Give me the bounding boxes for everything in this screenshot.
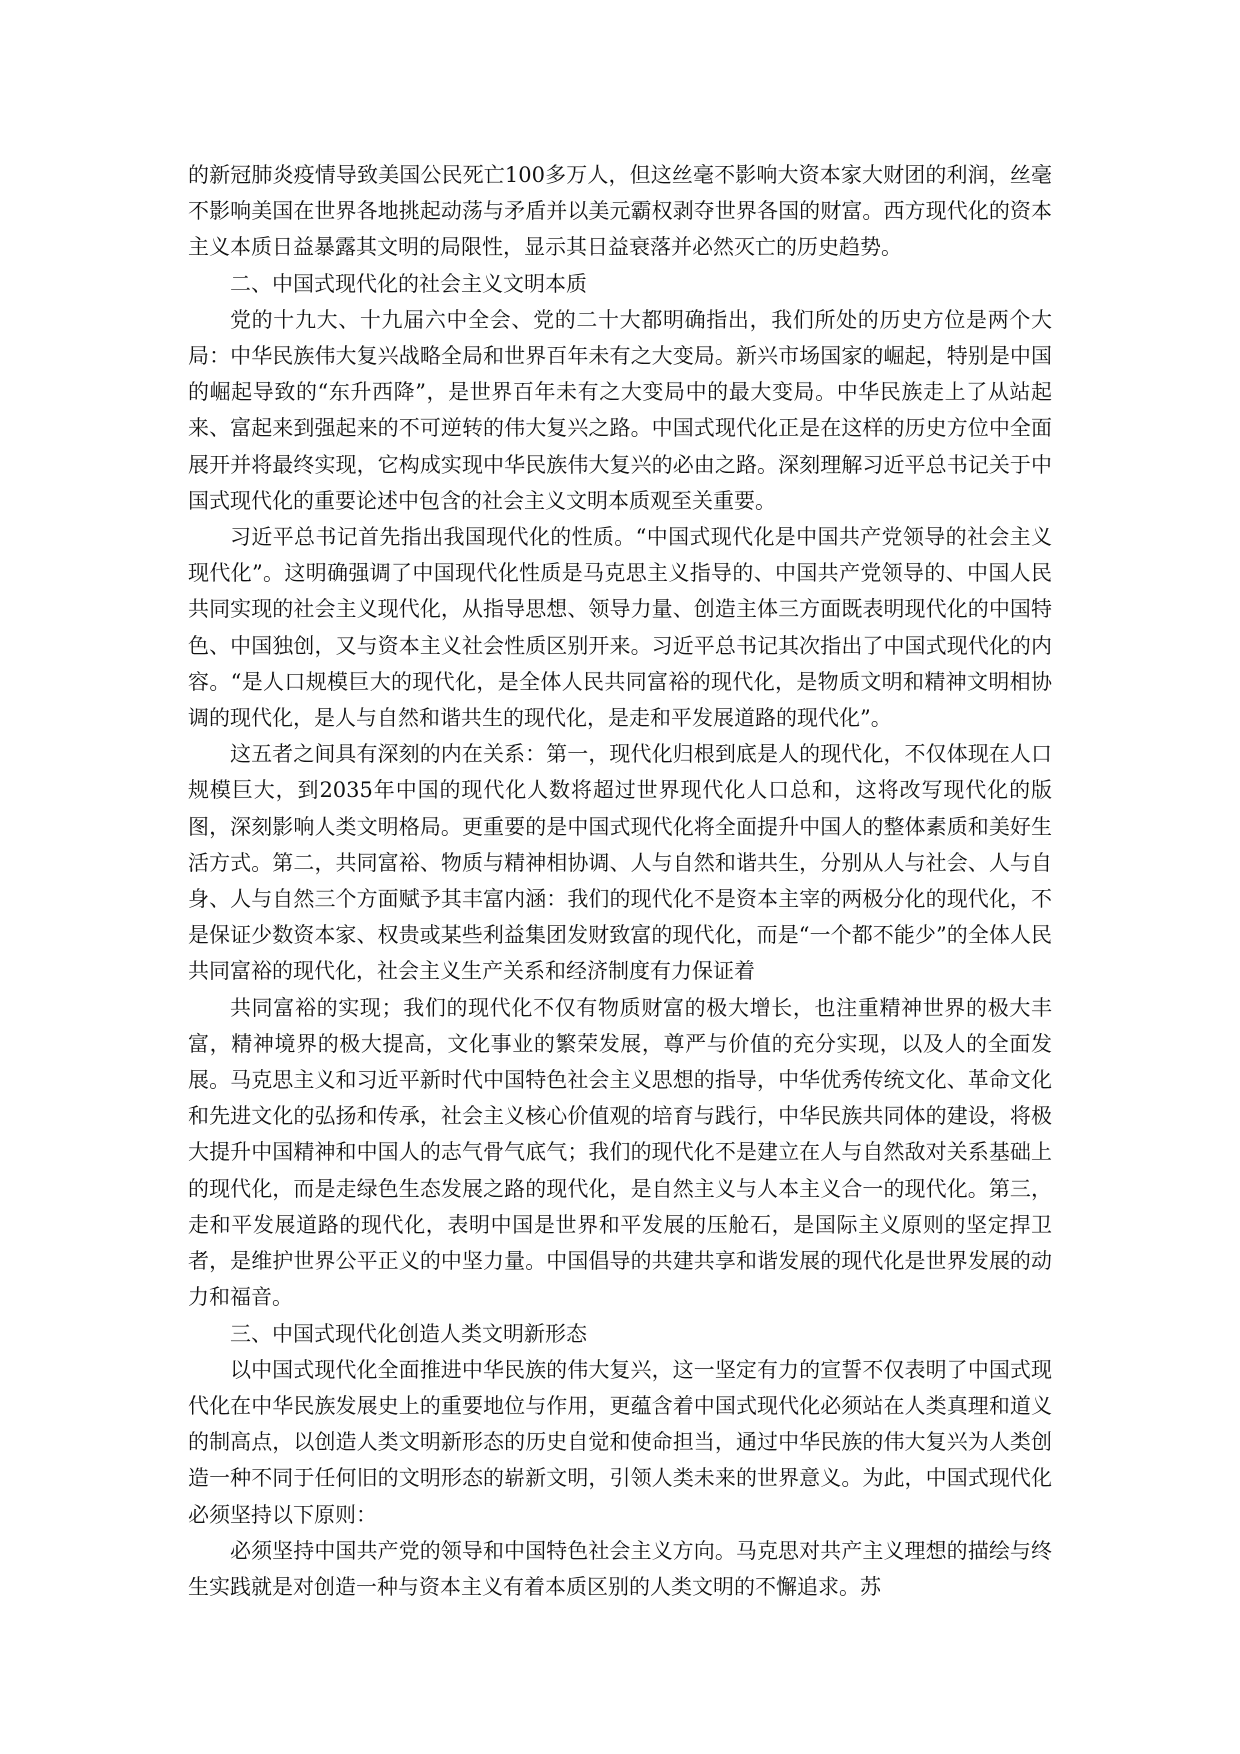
paragraph-nature-of-modernization: 习近平总书记首先指出我国现代化的性质。“中国式现代化是中国共产党领导的社会主义现代化”。这明确强调了中国现代化性质是马克思主义指导的、中国共产党领导的、中国人民共同实现的社会主义现代化，从指导思想、领导力量、创造主体三方面既表明现代化的中国特色、中国独创，又与资本主义社会性质区别开来。习近平总书记其次指出了中国式现代化的内容。“是人口规模巨大的现代化，是全体人民共同富裕的现代化，是物质文明和精神文明相协调的现代化，是人与自然和谐共生的现代化，是走和平发展道路的现代化”。 [188, 525, 1052, 731]
paragraph-historical-position: 党的十九大、十九届六中全会、党的二十大都明确指出，我们所处的历史方位是两个大局：中华民族伟大复兴战略全局和世界百年未有之大变局。新兴市场国家的崛起，特别是中国的崛起导致的“东升西降”，是世界百年未有之大变局中的最大变局。中华民族走上了从站起来、富起来到强起来的不可逆转的伟大复兴之路。中国式现代化正是在这样的历史方位中全面展开并将最终实现，它构成实现中华民族伟大复兴的必由之路。深刻理解习近平总书记关于中国式现代化的重要论述中包含的社会主义文明本质观至关重要。 [188, 307, 1052, 513]
paragraph-covid-western-modernization: 的新冠肺炎疫情导致美国公民死亡100多万人，但这丝毫不影响大资本家大财团的利润，丝毫不影响美国在世界各地挑起动荡与矛盾并以美元霸权剥夺世界各国的财富。西方现代化的资本主义本质日益暴露其文明的局限性，显示其日益衰落并必然灭亡的历史趋势。 [188, 163, 1052, 260]
section-heading-3: 三、中国式现代化创造人类文明新形态 [230, 1321, 587, 1346]
document-page [188, 157, 1052, 1605]
paragraph-new-civilization: 以中国式现代化全面推进中华民族的伟大复兴，这一坚定有力的宣誓不仅表明了中国式现代化在中华民族发展史上的重要地位与作用，更蕴含着中国式现代化必须站在人类真理和道义的制高点，以创造人类文明新形态的历史自觉和使命担当，通过中华民族的伟大复兴为人类创造一种不同于任何旧的文明形态的崭新文明，引领人类未来的世界意义。为此，中国式现代化必须坚持以下原则： [188, 1357, 1052, 1527]
paragraph-five-relations: 这五者之间具有深刻的内在关系：第一，现代化归根到底是人的现代化，不仅体现在人口规模巨大，到2035年中国的现代化人数将超过世界现代化人口总和，这将改写现代化的版图，深刻影响人类文明格局。更重要的是中国式现代化将全面提升中国人的整体素质和美好生活方式。第二，共同富裕、物质与精神相协调、人与自然和谐共生，分别从人与社会、人与自身、人与自然三个方面赋予其丰富内涵：我们的现代化不是资本主宰的两极分化的现代化，不是保证少数资本家、权贵或某些利益集团发财致富的现代化，而是“一个都不能少”的全体人民共同富裕的现代化，社会主义生产关系和经济制度有力保证着 [188, 742, 1052, 984]
paragraph-common-prosperity: 共同富裕的实现；我们的现代化不仅有物质财富的极大增长，也注重精神世界的极大丰富，精神境界的极大提高，文化事业的繁荣发展，尊严与价值的充分实现，以及人的全面发展。马克思主义和习近平新时代中国特色社会主义思想的指导，中华优秀传统文化、革命文化和先进文化的弘扬和传承，社会主义核心价值观的培育与践行，中华民族共同体的建设，将极大提升中国精神和中国人的志气骨气底气；我们的现代化不是建立在人与自然敌对关系基础上的现代化，而是走绿色生态发展之路的现代化，是自然主义与人本主义合一的现代化。第三，走和平发展道路的现代化，表明中国是世界和平发展的压舱石，是国际主义原则的坚定捍卫者，是维护世界公平正义的中坚力量。中国倡导的共建共享和谐发展的现代化是世界发展的动力和福音。 [188, 995, 1052, 1310]
section-heading-2: 二、中国式现代化的社会主义文明本质 [230, 271, 587, 296]
paragraph-party-leadership: 必须坚持中国共产党的领导和中国特色社会主义方向。马克思对共产主义理想的描绘与终生实践就是对创造一种与资本主义有着本质区别的人类文明的不懈追求。苏 [188, 1538, 1052, 1599]
